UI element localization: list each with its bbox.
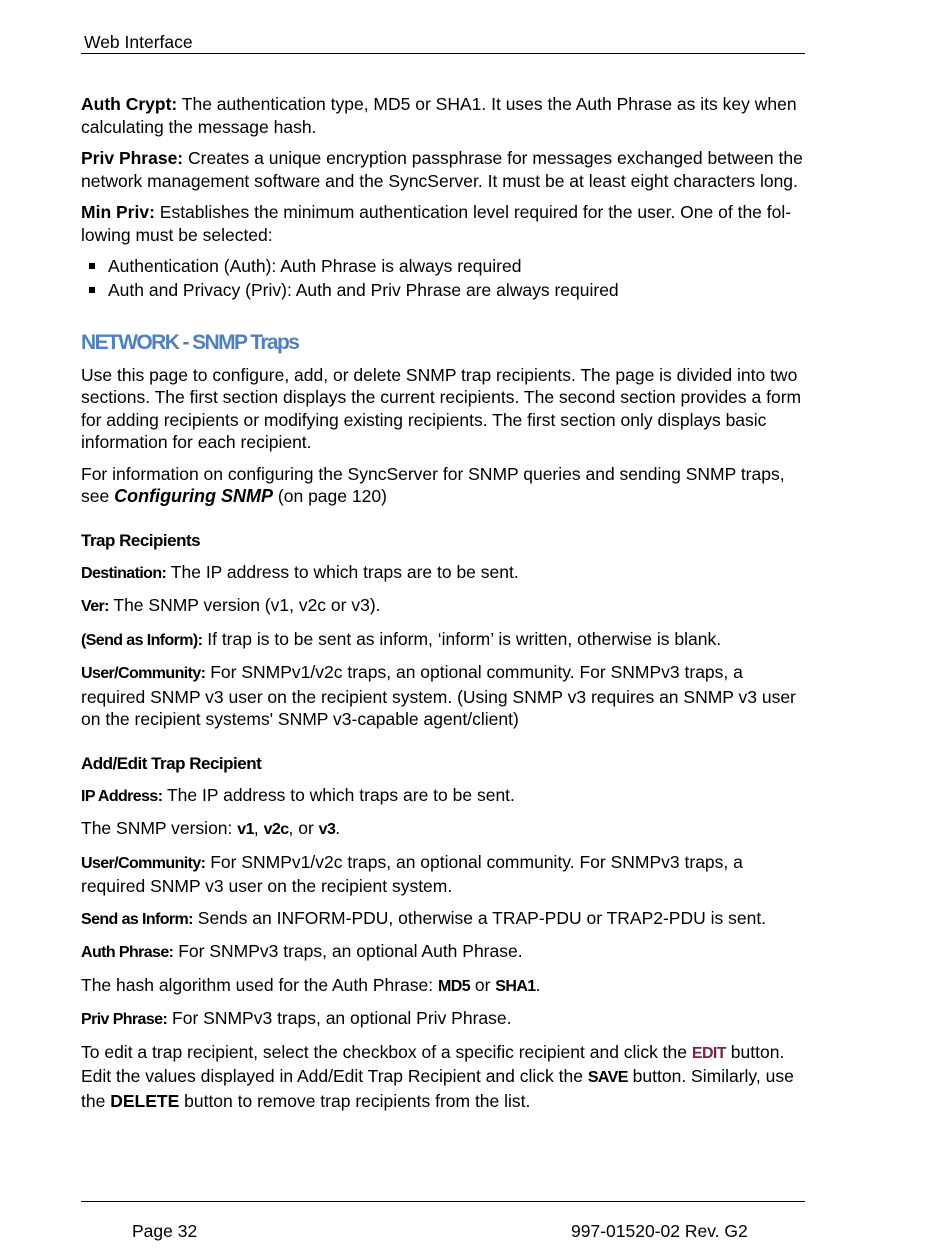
list-item: Auth and Privacy (Priv): Auth and Priv Phrase are always required <box>81 279 808 302</box>
send-as-inform-paragraph-2: Send as Inform: Sends an INFORM-PDU, otherwise a TRAP-PDU or TRAP2-PDU is sent. <box>81 907 767 928</box>
term-text: Establishes the minimum authentication level required for the user. One of the fol-lowing must be selected: <box>81 202 792 245</box>
document-number: 997-01520-02 Rev. G2 <box>571 1221 748 1241</box>
snmp-version-paragraph: The SNMP version: v1, v2c, or v3. <box>81 818 341 838</box>
auth-phrase-paragraph: Auth Phrase: For SNMPv3 traps, an optional Auth Phrase. <box>81 941 523 961</box>
user-community-paragraph-2: User/Community: For SNMPv1/v2c traps, an optional community. For SNMPv3 traps, a required SNMP v3 user on the recipient system. <box>81 851 743 896</box>
term-label: Min Priv: <box>81 202 155 222</box>
send-as-inform-paragraph: (Send as Inform): If trap is to be sent as inform, ‘inform’ is written, otherwise is blank. <box>81 628 722 649</box>
term-label: Priv Phrase: <box>81 148 184 168</box>
ip-address-paragraph: IP Address: The IP address to which traps are to be sent. <box>81 784 515 805</box>
auth-crypt-paragraph <box>81 93 808 138</box>
square-bullet-icon <box>89 287 95 293</box>
priv-phrase-paragraph-2: Priv Phrase: For SNMPv3 traps, an optional Priv Phrase. <box>81 1008 512 1028</box>
term-text: Creates a unique encryption passphrase for messages exchanged between the network management software and the SyncServer. It must be at least eight characters long. <box>81 148 803 191</box>
header-rule <box>81 53 805 54</box>
term-label: Auth Crypt: <box>81 94 178 114</box>
running-header: Web Interface <box>84 32 193 52</box>
page-number: Page 32 <box>132 1221 198 1241</box>
footer-rule <box>81 1201 805 1202</box>
list-item: Authentication (Auth): Auth Phrase is always required <box>81 255 808 278</box>
destination-paragraph: Destination: The IP address to which traps are to be sent. <box>81 561 519 582</box>
delete-button-ref: DELETE <box>110 1090 180 1111</box>
min-priv-paragraph <box>81 201 808 246</box>
add-edit-heading: Add/Edit Trap Recipient <box>81 753 262 773</box>
trap-recipients-heading: Trap Recipients <box>81 530 201 550</box>
edit-note-paragraph: To edit a trap recipient, select the checkbox of a specific recipient and click the EDIT button. Edit the values displayed in Add/Edit Trap Recipient and click the SAVE button. Similarly, use the DELETE button to remove trap recipients from the list. <box>81 1041 794 1111</box>
page-body <box>81 93 808 1121</box>
section-heading: NETWORK - SNMP Traps <box>81 330 299 354</box>
ver-paragraph: Ver: The SNMP version (v1, v2c or v3). <box>81 595 381 615</box>
square-bullet-icon <box>89 263 95 269</box>
hash-paragraph: The hash algorithm used for the Auth Phrase: MD5 or SHA1. <box>81 974 541 995</box>
configuring-snmp-link[interactable]: Configuring SNMP <box>114 486 274 506</box>
user-community-paragraph: User/Community: For SNMPv1/v2c traps, an optional community. For SNMPv3 traps, a required SNMP v3 user on the recipient system. (Using SNMP v3 requires an SNMP v3 user on the recipient systems' SNMP v3-capable agent/client) <box>81 662 796 729</box>
term-text: The authentication type, MD5 or SHA1. It uses the Auth Phrase as its key when calculating the message hash. <box>81 94 797 137</box>
section-intro: Use this page to configure, add, or delete SNMP trap recipients. The page is divided into two sections. The first section displays the current recipients. The second section provides a form for adding recipients or modifying existing recipients. The first section only displays basic information for each recipient. <box>81 364 802 452</box>
save-button-ref: SAVE <box>587 1069 628 1086</box>
section-info: For information on configuring the SyncServer for SNMP queries and sending SNMP traps, see Configuring SNMP (on page 120) <box>81 463 785 506</box>
priv-phrase-paragraph <box>81 147 808 192</box>
min-priv-list <box>81 255 808 302</box>
edit-button-ref: EDIT <box>691 1044 726 1062</box>
